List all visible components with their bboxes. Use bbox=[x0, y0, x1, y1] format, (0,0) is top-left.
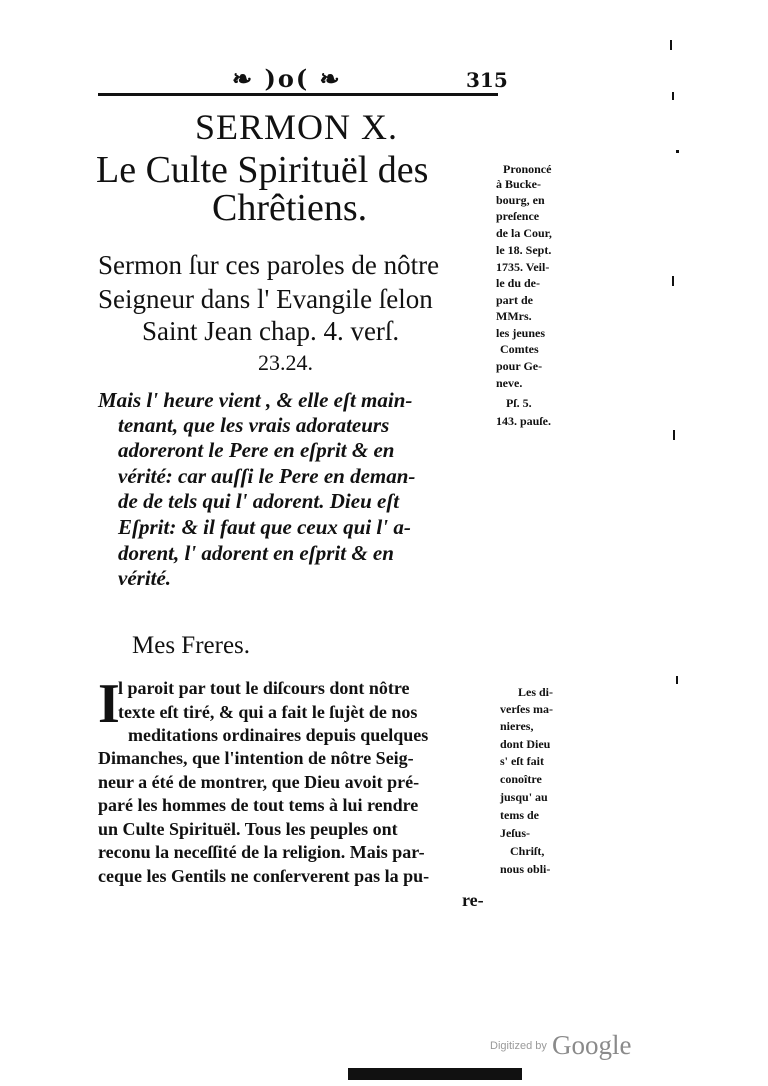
margin-note-line: nieres, bbox=[500, 719, 534, 733]
sermon-subject-title: Le Culte Spirituël des bbox=[96, 149, 429, 191]
quote-line: Eſprit: & il faut que ceux qui l' a- bbox=[118, 515, 411, 539]
body-line: reconu la neceſſité de la religion. Mais par- bbox=[98, 842, 425, 862]
margin-note-line: le du de- bbox=[496, 276, 541, 290]
verse-numbers: 23.24. bbox=[258, 350, 313, 375]
margin-note-line: pour Ge- bbox=[496, 359, 543, 373]
quote-line: tenant, que les vrais adorateurs bbox=[118, 413, 390, 437]
quote-line: vérité: car auſſi le Pere en deman- bbox=[118, 464, 416, 488]
margin-note-line: preſence bbox=[496, 209, 540, 223]
sermon-subject-title-continued: Chrêtiens. bbox=[212, 187, 368, 229]
margin-note-line: neve. bbox=[496, 376, 523, 390]
body-line: l paroit par tout le diſcours dont nôtre bbox=[118, 678, 410, 698]
margin-note-line: 143. pauſe. bbox=[496, 414, 552, 428]
sermon-title: SERMON X. bbox=[195, 107, 399, 147]
scan-edge-mark bbox=[673, 430, 675, 440]
margin-note-line: à Bucke- bbox=[496, 177, 541, 191]
google-watermark: Google bbox=[552, 1030, 632, 1060]
body-line: Dimanches, que l'intention de nôtre Seig- bbox=[98, 748, 414, 768]
margin-note-line: Les di- bbox=[518, 685, 554, 699]
quote-line: de de tels qui l' adorent. Dieu eſt bbox=[118, 489, 400, 513]
margin-note-line: Jeſus- bbox=[500, 826, 530, 840]
header-rule bbox=[98, 93, 498, 96]
margin-note-line: Pſ. 5. bbox=[506, 396, 532, 410]
scan-edge-mark bbox=[672, 92, 674, 100]
margin-note-line: les jeunes bbox=[496, 326, 545, 340]
margin-note-line: Comtes bbox=[500, 342, 539, 356]
catchword: re- bbox=[462, 890, 484, 910]
margin-note-line: bourg, en bbox=[496, 193, 545, 207]
margin-note-line: le 18. Sept. bbox=[496, 243, 552, 257]
margin-note-line: jusqu' au bbox=[500, 790, 548, 804]
subtitle-line: Seigneur dans l' Evangile ſelon bbox=[98, 284, 433, 314]
body-line: texte eſt tiré, & qui a fait le ſujèt de nos bbox=[118, 702, 418, 722]
body-line: meditations ordinaires depuis quelques bbox=[128, 725, 429, 745]
margin-note-line: Chriſt, bbox=[510, 844, 545, 858]
page-number: 315 bbox=[466, 68, 508, 92]
body-line: ceque les Gentils ne conſerverent pas la pu- bbox=[98, 866, 430, 886]
margin-note-line: part de bbox=[496, 293, 533, 307]
scan-edge-mark bbox=[676, 676, 678, 684]
scan-edge-mark bbox=[672, 276, 674, 286]
scan-edge-mark bbox=[670, 40, 672, 50]
quote-line: Mais l' heure vient , & elle eſt main- bbox=[98, 388, 413, 412]
body-line: un Culte Spirituël. Tous les peuples ont bbox=[98, 819, 398, 839]
digitized-by-label: Digitized by bbox=[490, 1040, 547, 1052]
subtitle-line: Saint Jean chap. 4. verſ. bbox=[142, 316, 400, 346]
margin-note-line: tems de bbox=[500, 808, 539, 822]
margin-note-line: 1735. Veil- bbox=[496, 260, 550, 274]
margin-note-line: MMrs. bbox=[496, 309, 532, 323]
margin-note-line: conoître bbox=[500, 772, 542, 786]
quote-line: vérité. bbox=[118, 566, 172, 590]
margin-note-line: verſes ma- bbox=[500, 702, 553, 716]
margin-note-line: s' eſt fait bbox=[500, 754, 544, 768]
drop-cap: I bbox=[98, 673, 120, 735]
header-ornament: ❧ )o( ❧ bbox=[232, 64, 342, 93]
margin-note-line: de la Cour, bbox=[496, 226, 552, 240]
body-line: paré les hommes de tout tems à lui rendre bbox=[98, 795, 419, 815]
scan-edge-mark bbox=[676, 150, 679, 153]
quote-line: dorent, l' adorent en eſprit & en bbox=[118, 541, 394, 565]
subtitle-line: Sermon ſur ces paroles de nôtre bbox=[98, 250, 440, 280]
margin-note-line: Prononcé bbox=[503, 162, 552, 176]
quote-line: adoreront le Pere en eſprit & en bbox=[118, 438, 395, 462]
scan-bottom-bar bbox=[348, 1068, 522, 1080]
salutation: Mes Freres. bbox=[132, 632, 251, 659]
body-line: neur a été de montrer, que Dieu avoit pré- bbox=[98, 772, 420, 792]
margin-note-line: nous obli- bbox=[500, 862, 551, 876]
margin-note-line: dont Dieu bbox=[500, 737, 551, 751]
